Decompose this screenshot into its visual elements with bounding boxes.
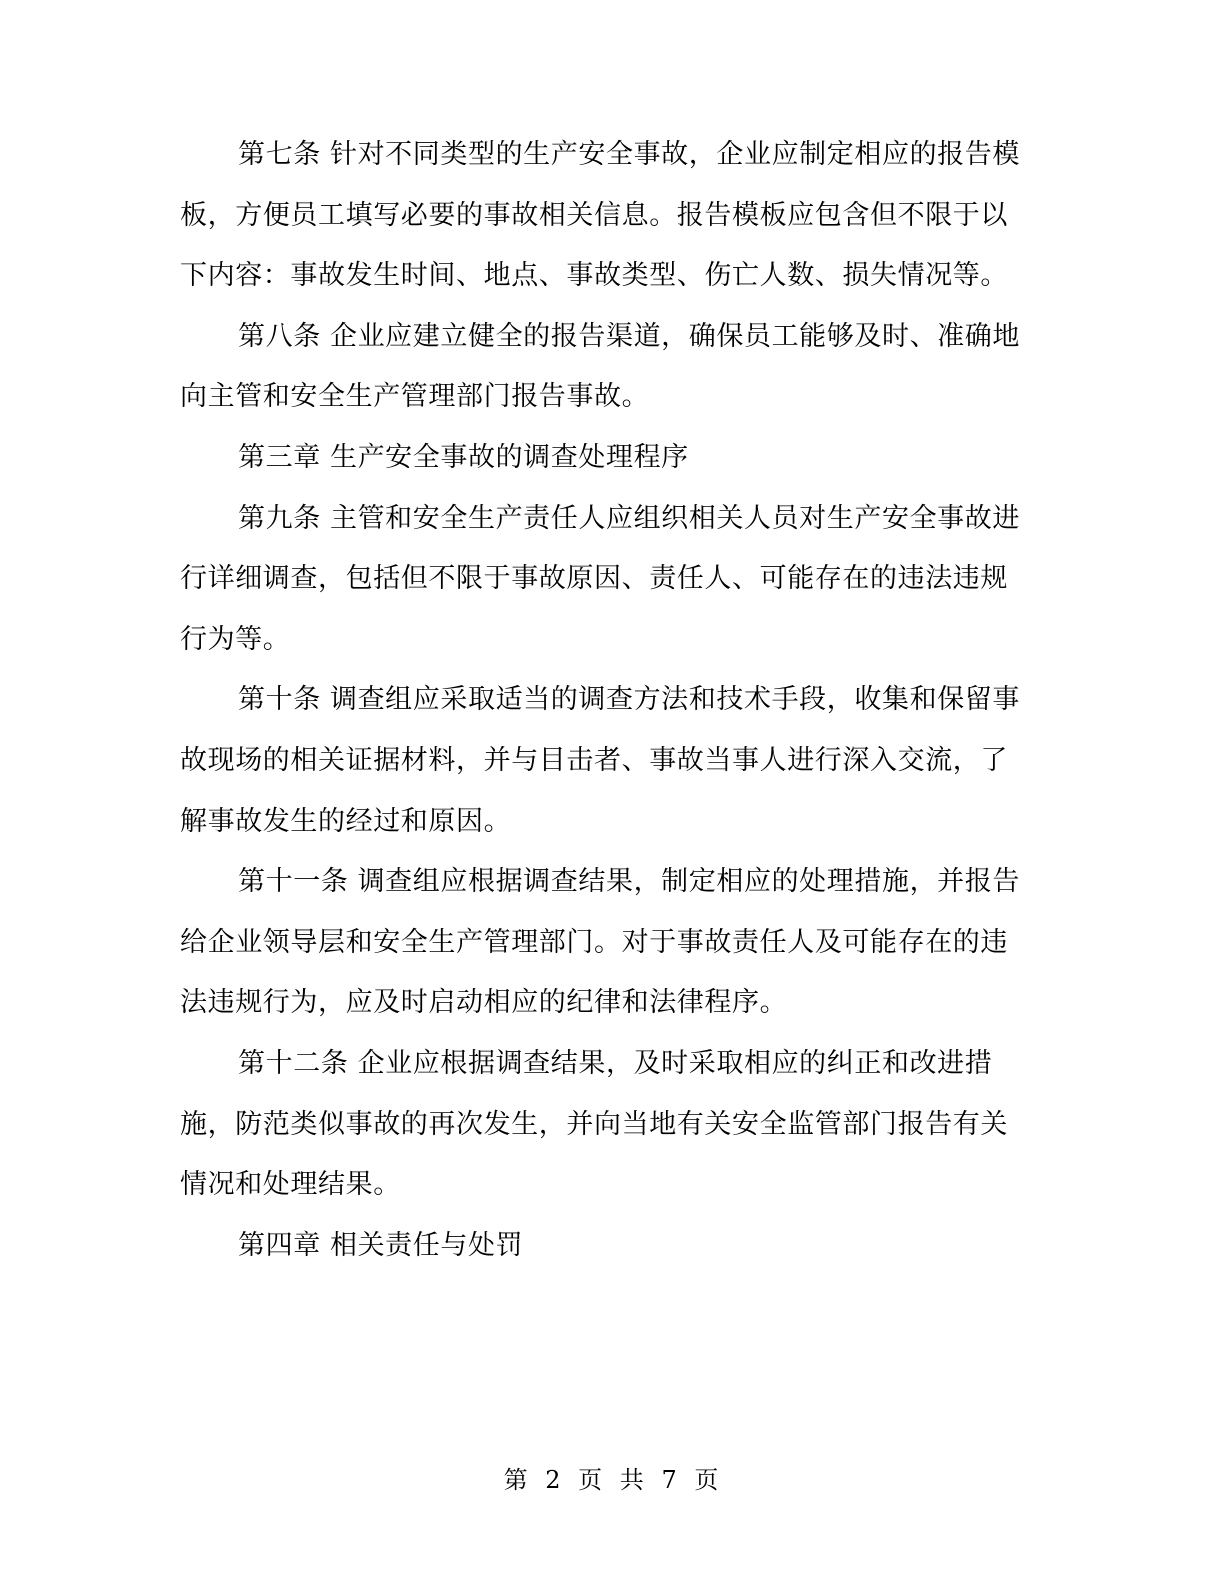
article-9-paragraph: 第九条 主管和安全生产责任人应组织相关人员对生产安全事故进行详细调查，包括但不限于事故原因、责任人、可能存在的违法违规行为等。 [180,502,1020,655]
article-7-paragraph: 第七条 针对不同类型的生产安全事故，企业应制定相应的报告模板，方便员工填写必要的事故相关信息。报告模板应包含但不限于以下内容：事故发生时间、地点、事故类型、伤亡人数、损失情况等。 [180,139,1020,292]
article-8-paragraph: 第八条 企业应建立健全的报告渠道，确保员工能够及时、准确地向主管和安全生产管理部门报告事故。 [180,320,1020,413]
article-12-paragraph: 第十二条 企业应根据调查结果，及时采取相应的纠正和改进措施，防范类似事故的再次发生，并向当地有关安全监管部门报告有关情况和处理结果。 [180,1047,1008,1201]
document-body [180,125,1030,1276]
page-number-footer: 第 2 页 共 7 页 [503,1466,721,1494]
chapter-3-heading: 第三章 生产安全事故的调查处理程序 [238,441,689,473]
article-11-paragraph: 第十一条 调查组应根据调查结果，制定相应的处理措施，并报告给企业领导层和安全生产管理部门。对于事故责任人及可能存在的违法违规行为，应及时启动相应的纪律和法律程序。 [180,866,1020,1019]
article-10-paragraph: 第十条 调查组应采取适当的调查方法和技术手段，收集和保留事故现场的相关证据材料，并与目击者、事故当事人进行深入交流，了解事故发生的经过和原因。 [180,684,1020,837]
chapter-4-heading: 第四章 相关责任与处罚 [238,1229,524,1261]
